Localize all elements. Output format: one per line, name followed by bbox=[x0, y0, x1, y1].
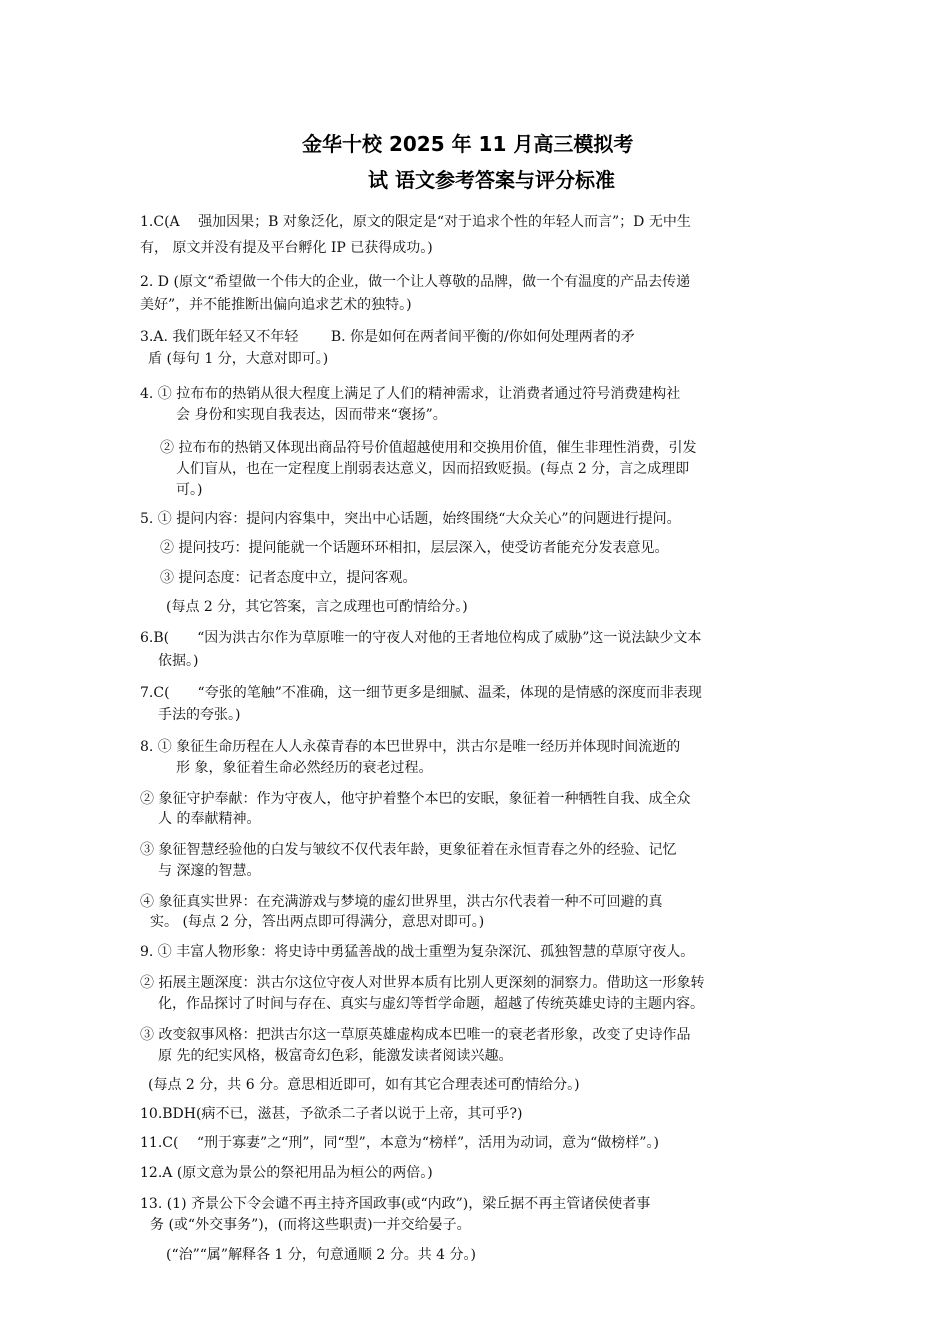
answer-4-line-2: 会 身份和实现自我表达，因而带来“褒扬”。 bbox=[176, 407, 447, 423]
answer-3-line-1: 3.A. 我们既年轻又不年轻 B. 你是如何在两者间平衡的/你如何处理两者的矛 bbox=[140, 329, 635, 345]
answer-4-line-1: 4. ① 拉布布的热销从很大程度上满足了人们的精神需求，让消费者通过符号消费建构社 bbox=[140, 386, 681, 402]
answer-5-line-3: ③ 提问态度：记者态度中立，提问客观。 bbox=[160, 570, 417, 586]
answer-12-line: 12.A (原文意为景公的祭祀用品为桓公的两倍。) bbox=[140, 1165, 433, 1181]
answer-8-line-4: 人 的奉献精神。 bbox=[158, 811, 261, 827]
answer-9-line-6: (每点 2 分，共 6 分。意思相近即可，如有其它合理表述可酌情给分。) bbox=[148, 1077, 580, 1093]
answer-6-line-2: 依据。) bbox=[158, 653, 199, 669]
answer-6-line-1: 6.B( “因为洪古尔作为草原唯一的守夜人对他的王者地位构成了威胁”这一说法缺少文本 bbox=[140, 630, 702, 646]
answer-5-line-2: ② 提问技巧：提问能就一个话题环环相扣，层层深入，使受访者能充分发表意见。 bbox=[160, 540, 669, 556]
answer-9-line-1: 9. ① 丰富人物形象：将史诗中勇猛善战的战士重塑为复杂深沉、孤独智慧的草原守夜人。 bbox=[140, 944, 695, 960]
answer-4-line-5: 可。) bbox=[176, 482, 203, 498]
answer-9-line-5: 原 先的纪实风格，极富奇幻色彩，能激发读者阅读兴趣。 bbox=[158, 1048, 513, 1064]
answer-8-line-5: ③ 象征智慧经验他的白发与皱纹不仅代表年龄，更象征着在永恒青春之外的经验、记忆 bbox=[140, 842, 677, 858]
answer-8-line-8: 实。 (每点 2 分，答出两点即可得满分，意思对即可。) bbox=[150, 914, 485, 930]
answer-13-line-2: 务 (或“外交事务”)，(而将这些职责)一并交给晏子。 bbox=[150, 1217, 471, 1233]
answer-3-line-2: 盾 (每句 1 分，大意对即可。) bbox=[148, 351, 329, 367]
answer-8-line-3: ② 象征守护奉献：作为守夜人，他守护着整个本巴的安眠，象征着一种牺牲自我、成全众 bbox=[140, 791, 691, 807]
answer-1-line-1: 1.C(A 强加因果；B 对象泛化，原文的限定是“对于追求个性的年轻人而言”；D 无中生 bbox=[140, 214, 691, 230]
answer-7-line-1: 7.C( “夸张的笔触”不准确，这一细节更多是细腻、温柔，体现的是情感的深度而非表现 bbox=[140, 685, 702, 701]
answer-2-line-2: 美好”，并不能推断出偏向追求艺术的独特。) bbox=[140, 297, 412, 313]
answer-10-line: 10.BDH(病不已，滋甚，予欲杀二子者以说于上帝，其可乎?) bbox=[140, 1106, 523, 1122]
answer-5-line-1: 5. ① 提问内容：提问内容集中，突出中心话题，始终围绕“大众关心”的问题进行提问。 bbox=[140, 511, 681, 527]
answer-9-line-4: ③ 改变叙事风格：把洪古尔这一草原英雄虚构成本巴唯一的衰老者形象，改变了史诗作品 bbox=[140, 1027, 691, 1043]
answer-8-line-7: ④ 象征真实世界：在充满游戏与梦境的虚幻世界里，洪古尔代表着一种不可回避的真 bbox=[140, 894, 663, 910]
answer-4-line-3: ② 拉布布的热销又体现出商品符号价值超越使用和交换用价值，催生非理性消费，引发 bbox=[160, 440, 697, 456]
answer-13-line-3: (“治”“属”解释各 1 分，句意通顺 2 分。共 4 分。) bbox=[166, 1247, 476, 1263]
answer-8-line-6: 与 深邃的智慧。 bbox=[158, 863, 261, 879]
page-subtitle: 试 语文参考答案与评分标准 bbox=[368, 168, 615, 192]
answer-1-line-2: 有， 原文并没有提及平台孵化 IP 已获得成功。) bbox=[140, 240, 433, 256]
answer-9-line-2: ② 拓展主题深度：洪古尔这位守夜人对世界本质有比别人更深刻的洞察力。借助这一形象转 bbox=[140, 975, 705, 991]
answer-7-line-2: 手法的夸张。) bbox=[158, 707, 241, 723]
answer-9-line-3: 化，作品探讨了时间与存在、真实与虚幻等哲学命题，超越了传统英雄史诗的主题内容。 bbox=[158, 996, 704, 1012]
answer-8-line-2: 形 象，象征着生命必然经历的衰老过程。 bbox=[176, 760, 433, 776]
answer-8-line-1: 8. ① 象征生命历程在人人永葆青春的本巴世界中，洪古尔是唯一经历并体现时间流逝的 bbox=[140, 739, 681, 755]
page-title: 金华十校 2025 年 11 月高三模拟考 bbox=[302, 132, 634, 156]
answer-5-line-4: (每点 2 分，其它答案，言之成理也可酌情给分。) bbox=[166, 599, 468, 615]
answer-11-line: 11.C( “刑于寡妻”之“刑”，同“型”，本意为“榜样”，活用为动词，意为“做榜样”。) bbox=[140, 1135, 659, 1151]
answer-13-line-1: 13. (1) 齐景公下令会谴不再主持齐国政事(或“内政”)，梁丘据不再主管诸侯使者事 bbox=[140, 1196, 651, 1212]
answer-2-line-1: 2. D (原文“希望做一个伟大的企业，做一个让人尊敬的品牌，做一个有温度的产品去传递 bbox=[140, 274, 691, 290]
answer-4-line-4: 人们盲从，也在一定程度上削弱表达意义，因而招致贬损。(每点 2 分，言之成理即 bbox=[176, 461, 690, 477]
